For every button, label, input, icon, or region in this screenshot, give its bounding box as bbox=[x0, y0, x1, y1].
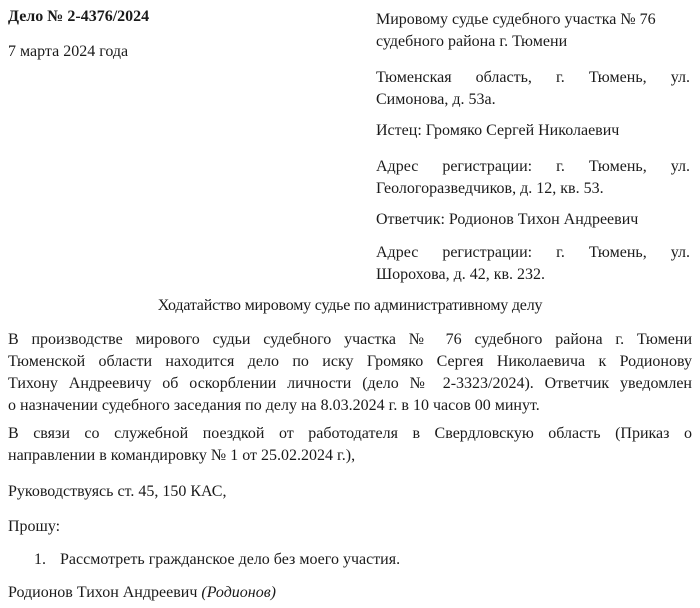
defendant-address-line: Адрес регистрации: г. Тюмень, ул. bbox=[376, 244, 690, 261]
paragraph-line: В связи со служебной поездкой от работодателя в Свердловскую область (Приказ о bbox=[8, 425, 692, 442]
paragraph-line: направлении в командировку № 1 от 25.02.2024 г.), bbox=[8, 447, 356, 464]
court-addressee bbox=[376, 9, 690, 53]
court-address bbox=[376, 67, 690, 111]
document-date: 7 марта 2024 года bbox=[8, 43, 129, 60]
document-title: Ходатайство мировому судье по административному делу bbox=[157, 297, 543, 314]
court-line: судебного района г. Тюмени bbox=[376, 33, 568, 50]
court-address-line: Симонова, д. 53а. bbox=[376, 91, 496, 108]
defendant-address bbox=[376, 242, 690, 286]
request-item bbox=[34, 551, 400, 569]
paragraph-line: В производстве мирового судьи судебного участка № 76 судебного района г. Тюмени bbox=[8, 331, 692, 348]
request-number: 1. bbox=[34, 551, 46, 568]
plaintiff-address bbox=[376, 156, 690, 200]
paragraph-line: Тюменской области находится дело по иску Громяко Сергея Николаевича к Родионову bbox=[8, 353, 692, 370]
signature-name: Родионов Тихон Андреевич bbox=[8, 584, 198, 601]
defendant: Ответчик: Родионов Тихон Андреевич bbox=[376, 211, 639, 228]
paragraph-reason bbox=[8, 423, 692, 467]
paragraph-legal-basis: Руководствуясь ст. 45, 150 КАС, bbox=[8, 483, 227, 500]
plaintiff-address-line: Адрес регистрации: г. Тюмень, ул. bbox=[376, 158, 690, 175]
request-label bbox=[8, 516, 692, 538]
plaintiff-address-line: Геологоразведчиков, д. 12, кв. 53. bbox=[376, 180, 604, 197]
court-address-line: Тюменская область, г. Тюмень, ул. bbox=[376, 69, 690, 86]
plaintiff: Истец: Громяко Сергей Николаевич bbox=[376, 122, 620, 139]
paragraph-line: о назначении судебного заседания по делу на 8.03.2024 г. в 10 часов 00 минут. bbox=[8, 397, 540, 414]
case-number: Дело № 2-4376/2024 bbox=[8, 8, 150, 25]
signature-mark: (Родионов) bbox=[201, 584, 276, 601]
defendant-address-line: Шорохова, д. 42, кв. 232. bbox=[376, 266, 546, 283]
paragraph-line: Тихону Андреевичу об оскорблении личности (дело № 2-3323/2024). Ответчик уведомлен bbox=[8, 375, 692, 392]
paragraph-case-info bbox=[8, 329, 692, 417]
request-text: Рассмотреть гражданское дело без моего участия. bbox=[60, 551, 401, 568]
request-label-text: Прошу: bbox=[8, 518, 61, 535]
signature bbox=[8, 584, 276, 602]
court-line: Мировому судье судебного участка № 76 bbox=[376, 11, 656, 28]
